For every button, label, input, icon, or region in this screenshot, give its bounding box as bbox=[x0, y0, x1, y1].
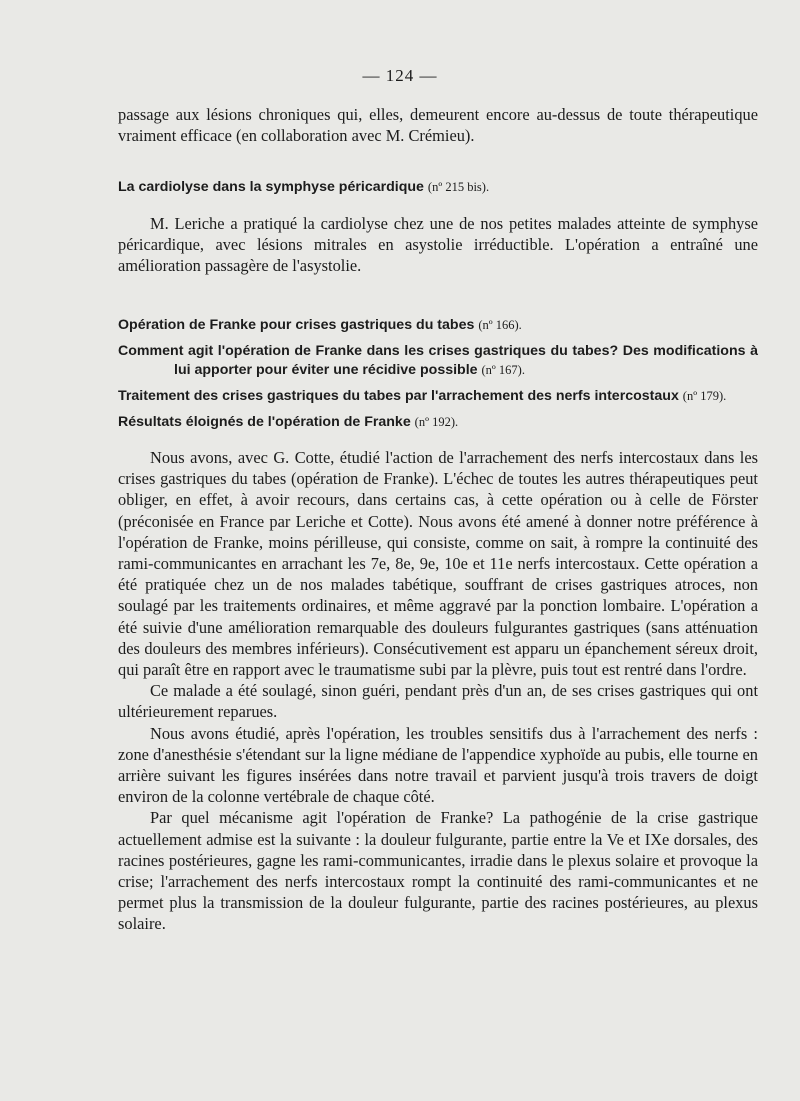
section-franke bbox=[118, 316, 758, 935]
franke-paragraph-1: Nous avons, avec G. Cotte, étudié l'action de l'arrachement des nerfs intercostaux dans les crises gastriques du tabes (opération de Franke). L'échec de toutes les autres thérapeutiques peut obliger, en effet, à avoir recours, dans certains cas, à cette opération ou à celle de Förster (préconisée en France par Leriche et Cotte). Nous avons été amené à donner notre préférence à l'opération de Franke, moins périlleuse, qui consiste, comme on sait, à rompre la continuité des rami-communicantes en arrachant les 7e, 8e, 9e, 10e et 11e nerfs intercostaux. Cette opération a été pratiquée chez un de nos malades tabétique, souffrant de crises gastriques atroces, non soulagé par les traitements ordinaires, et même aggravé par la ponction lombaire. L'opération a été suivie d'une amélioration remarquable des douleurs fulgurantes gastriques (sans atténuation des douleurs des membres inférieurs). Consécutivement est apparu un épanchement séreux droit, qui paraît être en rapport avec le traumatisme subi par la plèvre, puis tout est rentré dans l'ordre. bbox=[118, 448, 758, 680]
heading-reference: (nº 167). bbox=[481, 363, 525, 377]
heading-text: Traitement des crises gastriques du tabes par l'arrachement des nerfs intercostaux bbox=[118, 388, 679, 404]
heading-text: Comment agit l'opération de Franke dans les crises gastriques du tabes? Des modifications à lui apporter pour éviter une récidive possible bbox=[118, 343, 758, 378]
section-title-franke-4 bbox=[118, 413, 758, 432]
franke-paragraph-2: Ce malade a été soulagé, sinon guéri, pendant près d'un an, de ses crises gastriques qui ont ultérieurement reparues. bbox=[118, 681, 758, 722]
section-title-franke-3 bbox=[118, 387, 758, 406]
heading-reference: (nº 215 bis). bbox=[427, 180, 490, 194]
heading-reference: (nº 192). bbox=[414, 415, 459, 429]
franke-paragraph-3: Nous avons étudié, après l'opération, les troubles sensitifs dus à l'arrachement des nerfs : zone d'anesthésie s'étendant sur la ligne médiane de l'appendice xyphoïde au pubis, elle tourne en arrière suivant les figures insérées dans notre travail et parvient jusqu'à trois travers de doigt environ de la colonne vertébrale de chaque côté. bbox=[118, 723, 758, 807]
page-number: — 124 — bbox=[362, 66, 438, 85]
section-title-franke-2 bbox=[118, 342, 758, 380]
intro-paragraph-block bbox=[118, 104, 758, 146]
heading-reference: (nº 179). bbox=[682, 389, 727, 403]
section-cardiolyse bbox=[118, 178, 758, 277]
intro-paragraph: passage aux lésions chroniques qui, elles, demeurent encore au-dessus de toute thérapeutique vraiment efficace (en collaboration avec M. Crémieu). bbox=[118, 105, 758, 146]
heading-text: La cardiolyse dans la symphyse péricardique bbox=[118, 179, 424, 195]
section-title-franke-1 bbox=[118, 316, 758, 335]
franke-paragraph-4: Par quel mécanisme agit l'opération de Franke? La pathogénie de la crise gastrique actuellement admise est la suivante : la douleur fulgurante, partie entre la Ve et IXe dorsales, des racines postérieures, gagne les rami-communicantes, irradie dans le plexus solaire et provoque la crise; l'arrachement des nerfs intercostaux rompt la continuité des rami-communicantes et ne permet plus la transmission de la douleur fulgurante, partie des racines postérieures, au plexus solaire. bbox=[118, 808, 758, 934]
heading-text: Opération de Franke pour crises gastriques du tabes bbox=[118, 317, 475, 333]
heading-text: Résultats éloignés de l'opération de Franke bbox=[118, 414, 411, 430]
heading-reference: (nº 166). bbox=[478, 318, 522, 332]
cardiolyse-paragraph: M. Leriche a pratiqué la cardiolyse chez une de nos petites malades atteinte de symphyse péricardique, avec lésions mitrales en asystolie irréductible. L'opération a entraîné une amélioration passagère de l'asystolie. bbox=[118, 214, 758, 276]
section-heading-cardiolyse bbox=[118, 178, 758, 197]
